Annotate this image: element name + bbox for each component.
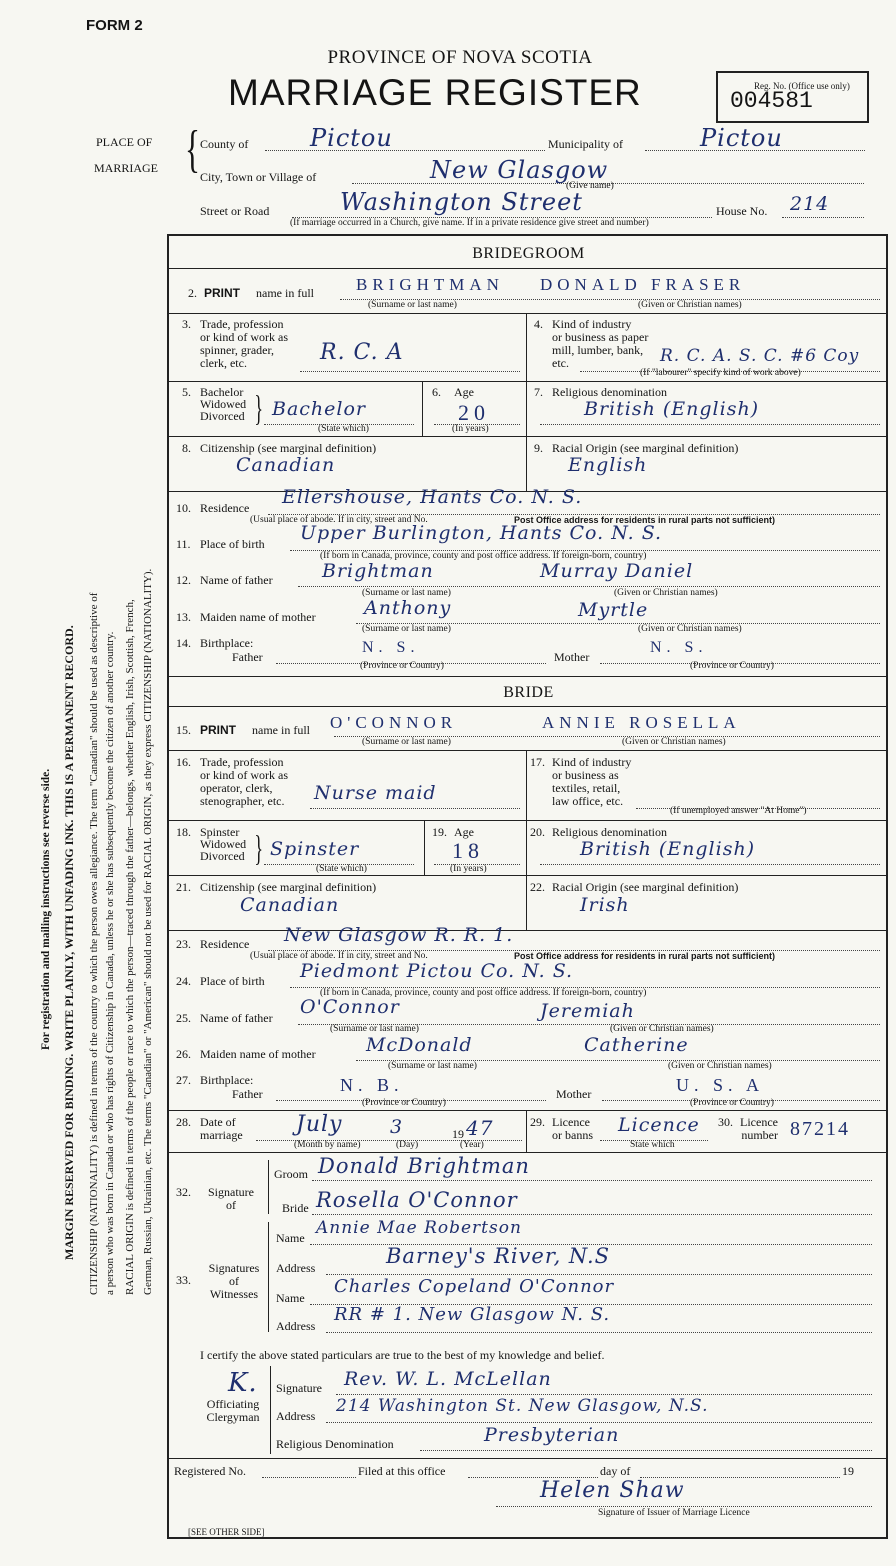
issuer-signature: Helen Shaw	[540, 1478, 685, 1503]
signature-of-label: Signature of	[208, 1185, 254, 1212]
groom-status: Bachelor	[272, 398, 367, 420]
officiating-label: Officiating Clergyman	[206, 1397, 260, 1424]
field-19-number: 19.	[432, 825, 447, 839]
bride-mother-given: Catherine	[584, 1034, 689, 1056]
clergy-denomination: Presbyterian	[484, 1424, 620, 1446]
residence-hint-bold: Post Office address for residents in rural parts not sufficient)	[514, 515, 776, 525]
groom-citizenship: Canadian	[236, 454, 336, 476]
clergy-address-label: Address	[276, 1409, 316, 1423]
licence-label: Licence or banns	[552, 1115, 593, 1142]
field-16-number: 16.	[176, 755, 191, 769]
bride-bp-father-label: Father	[232, 1087, 263, 1101]
groom-father-surname: Brightman	[322, 560, 434, 582]
bride-racial-label: Racial Origin (see marginal definition)	[552, 880, 739, 894]
groom-birthplace: Upper Burlington, Hants Co. N. S.	[300, 522, 663, 544]
city-hint: (Give name)	[566, 181, 614, 191]
bride-bp-mother: U. S. A	[676, 1075, 765, 1095]
place-label-2: MARRIAGE	[94, 161, 159, 175]
bride-father-surname-hint: (Surname or last name)	[330, 1024, 419, 1034]
field-12-number: 12.	[176, 573, 191, 587]
bp-label: Birthplace:	[200, 636, 254, 650]
field-29-number: 29.	[530, 1115, 545, 1129]
city-label: City, Town or Village of	[200, 170, 317, 184]
field-25-number: 25.	[176, 1011, 191, 1025]
place-note: (If marriage occurred in a Church, give name. If in a private residence give street and number)	[290, 218, 649, 228]
field-27-number: 27.	[176, 1073, 191, 1087]
marriage-day: 3	[390, 1116, 404, 1138]
registered-no-label: Registered No.	[174, 1464, 246, 1478]
groom-mother-given: Myrtle	[578, 599, 649, 621]
witness2-name-label: Name	[276, 1291, 305, 1305]
witness1-name: Annie Mae Robertson	[316, 1218, 522, 1238]
birthplace-hint: (If born in Canada, province, county and post office address. If foreign-born, country)	[320, 551, 647, 561]
municipality-value: Pictou	[700, 124, 783, 152]
status-brace: }	[254, 388, 263, 428]
mother-surname-hint: (Surname or last name)	[362, 624, 451, 634]
bride-residence-hint: (Usual place of abode. If in city, street and No.	[250, 951, 428, 961]
field-13-number: 13.	[176, 610, 191, 624]
father-surname-hint: (Surname or last name)	[362, 588, 451, 598]
bride-trade-label: Trade, profession or kind of work as operator, clerk, stenographer, etc.	[200, 755, 288, 808]
father-given-hint: (Given or Christian names)	[614, 588, 718, 598]
street-value: Washington Street	[340, 188, 583, 216]
bride-racial-origin: Irish	[580, 894, 630, 916]
bride-birthplace-label: Place of birth	[200, 974, 265, 988]
age-label: Age	[454, 385, 474, 399]
field-14-number: 14.	[176, 636, 191, 650]
licence-number: 87214	[790, 1118, 850, 1140]
bride-given-names: ANNIE ROSELLA	[542, 713, 741, 732]
date-label: Date of marriage	[200, 1115, 243, 1142]
bp-father-label: Father	[232, 650, 263, 664]
day-of-label: day of	[600, 1464, 631, 1478]
licence-or-banns: Licence	[618, 1114, 700, 1136]
bride-bp-father: N. B.	[340, 1075, 404, 1095]
year-prefix: 19	[452, 1127, 464, 1141]
field-15-number: 15.	[176, 723, 191, 737]
bp-father-hint: (Province or Country)	[360, 661, 444, 671]
field-24-number: 24.	[176, 974, 191, 988]
bride-bp-mother-hint: (Province or Country)	[690, 1098, 774, 1108]
groom-label: Groom	[274, 1167, 308, 1181]
groom-father-given: Murray Daniel	[540, 560, 694, 582]
bride-trade: Nurse maid	[314, 782, 437, 804]
bride-surname: O'CONNOR	[330, 713, 458, 732]
witness1-address: Barney's River, N.S	[386, 1244, 611, 1268]
field-2-number: 2.	[188, 286, 197, 300]
mother-label: Maiden name of mother	[200, 610, 316, 624]
unemployed-hint: (If unemployed answer "At Home")	[670, 806, 807, 816]
field-11-number: 11.	[176, 537, 191, 551]
residence-label: Residence	[200, 501, 250, 515]
clergy-signature: Rev. W. L. McLellan	[344, 1368, 552, 1390]
licence-hint: State which	[630, 1140, 675, 1150]
groom-racial-origin: English	[568, 454, 648, 476]
birthplace-label: Place of birth	[200, 537, 265, 551]
marriage-month: July	[296, 1112, 343, 1137]
house-value: 214	[790, 193, 830, 215]
groom-bp-father: N. S.	[362, 639, 420, 656]
bride-age-hint: (In years)	[450, 864, 487, 874]
groom-bp-mother: N. S.	[650, 639, 708, 656]
bride-father-label: Name of father	[200, 1011, 273, 1025]
residence-hint: (Usual place of abode. If in city, street and No.	[250, 515, 428, 525]
father-label: Name of father	[200, 573, 273, 587]
name-in-full-label: name in full	[256, 286, 314, 300]
province-heading: PROVINCE OF NOVA SCOTIA	[327, 47, 593, 68]
bridegroom-heading: BRIDEGROOM	[472, 245, 585, 262]
field-26-number: 26.	[176, 1047, 191, 1061]
clergy-mark: K.	[228, 1368, 258, 1398]
witnesses-label: Signatures of Witnesses	[208, 1261, 260, 1301]
groom-trade-label: Trade, profession or kind of work as spinner, grader, clerk, etc.	[200, 317, 288, 370]
field-9-number: 9.	[534, 441, 543, 455]
bride-bp-father-hint: (Province or Country)	[362, 1098, 446, 1108]
day-hint: (Day)	[396, 1140, 419, 1150]
field-4-number: 4.	[534, 317, 543, 331]
witness2-name: Charles Copeland O'Connor	[334, 1276, 615, 1297]
certify-statement: I certify the above stated particulars are true to the best of my knowledge and belief.	[200, 1348, 605, 1362]
place-brace: {	[184, 121, 200, 178]
religion-label: Religious denomination	[552, 385, 667, 399]
citizenship-label: Citizenship (see marginal definition)	[200, 441, 377, 455]
reg-number-label: Reg. No. (Office use only)	[754, 81, 850, 91]
field-10-number: 10.	[176, 501, 191, 515]
witness2-address: RR # 1. New Glasgow N. S.	[334, 1304, 611, 1325]
field-6-number: 6.	[432, 385, 441, 399]
bride-status-label: Spinster Widowed Divorced	[200, 825, 247, 863]
groom-industry-label: Kind of industry or business as paper mill, lumber, bank, etc.	[552, 317, 649, 370]
bride-father-given-hint: (Given or Christian names)	[610, 1024, 714, 1034]
groom-industry: R. C. A. S. C. #6 Coy	[660, 346, 860, 366]
field-7-number: 7.	[534, 385, 543, 399]
bride-residence-hint-bold: Post Office address for residents in rural parts not sufficient)	[514, 951, 776, 961]
field-22-number: 22.	[530, 880, 545, 894]
denomination-label: Religious Denomination	[276, 1437, 394, 1451]
month-hint: (Month by name)	[294, 1140, 361, 1150]
margin-binding-note: MARGIN RESERVED FOR BINDING. WRITE PLAINLY, WITH UNFADING INK. THIS IS A PERMANENT RECORD.	[62, 625, 76, 1260]
bride-given-hint: (Given or Christian names)	[622, 737, 726, 747]
county-value: Pictou	[310, 124, 393, 152]
bride-status-brace: }	[254, 828, 263, 868]
bride-name-label: name in full	[252, 723, 310, 737]
bride-signature: Rosella O'Connor	[316, 1188, 518, 1212]
bride-heading: BRIDE	[503, 684, 554, 701]
form-number: FORM 2	[86, 17, 143, 34]
given-hint: (Given or Christian names)	[638, 300, 742, 310]
margin-racial-def-2: German, Russian, Ukrainian, etc. The terms "Canadian" or "American" should not be used for RACIAL ORIGIN, as they express CITIZENSHIP (NATIONALITY).	[142, 568, 154, 1295]
bride-birthplace: Piedmont Pictou Co. N. S.	[300, 960, 574, 982]
bp-mother-label: Mother	[554, 650, 590, 664]
bp-mother-hint: (Province or Country)	[690, 661, 774, 671]
bride-mother-label: Maiden name of mother	[200, 1047, 316, 1061]
age-hint: (In years)	[452, 424, 489, 434]
bride-status: Spinster	[270, 838, 360, 860]
margin-racial-def-1: RACIAL ORIGIN is defined in terms of the people or race to which the person—traced through the father—belongs, whether English, Irish, Scottish, French,	[124, 599, 136, 1295]
witness1-address-label: Address	[276, 1261, 316, 1275]
year-label: 19	[842, 1464, 854, 1478]
bride-birthplace-hint: (If born in Canada, province, county and post office address. If foreign-born, country)	[320, 988, 647, 998]
bride-bp-label: Birthplace:	[200, 1073, 254, 1087]
marriage-year: 47	[466, 1116, 494, 1140]
racial-origin-label: Racial Origin (see marginal definition)	[552, 441, 739, 455]
groom-signature: Donald Brightman	[318, 1154, 530, 1178]
bride-age-label: Age	[454, 825, 474, 839]
groom-mother-surname: Anthony	[364, 597, 452, 619]
witness1-name-label: Name	[276, 1231, 305, 1245]
bride-status-hint: (State which)	[316, 864, 367, 874]
mother-given-hint: (Given or Christian names)	[638, 624, 742, 634]
reg-number-box	[716, 71, 869, 123]
clergy-address: 214 Washington St. New Glasgow, N.S.	[336, 1396, 709, 1416]
bride-age: 18	[452, 838, 484, 863]
reg-number: 004581	[730, 88, 813, 114]
field-23-number: 23.	[176, 937, 191, 951]
field-21-number: 21.	[176, 880, 191, 894]
print-label: PRINT	[204, 286, 240, 300]
groom-given-names: DONALD FRASER	[540, 275, 746, 294]
issuer-label: Signature of Issuer of Marriage Licence	[598, 1508, 750, 1518]
house-label: House No.	[716, 204, 768, 218]
industry-hint: (If "labourer" specify kind of work above)	[640, 368, 801, 378]
field-18-number: 18.	[176, 825, 191, 839]
see-other-side: [SEE OTHER SIDE]	[188, 1527, 265, 1537]
filed-label: Filed at this office	[358, 1464, 446, 1478]
bride-residence-label: Residence	[200, 937, 250, 951]
groom-status-label: Bachelor Widowed Divorced	[200, 385, 247, 423]
margin-citizenship-def-1: CITIZENSHIP (NATIONALITY) is defined in terms of the country to which the person owes allegiance. The term "Canadian" should be used as descriptive of	[88, 592, 100, 1295]
bride-print-label: PRINT	[200, 723, 236, 737]
groom-residence: Ellershouse, Hants Co. N. S.	[282, 486, 583, 508]
margin-instructions: For registration and mailing instructions see reverse side.	[40, 768, 52, 1050]
groom-religion: British (English)	[584, 398, 760, 420]
groom-age: 20	[458, 400, 490, 425]
clergy-signature-label: Signature	[276, 1381, 322, 1395]
bride-citizenship-label: Citizenship (see marginal definition)	[200, 880, 377, 894]
bride-industry-label: Kind of industry or business as textiles, retail, law office, etc.	[552, 755, 632, 808]
witness2-address-label: Address	[276, 1319, 316, 1333]
field-30-number: 30.	[718, 1115, 733, 1129]
field-20-number: 20.	[530, 825, 545, 839]
bride-mother-given-hint: (Given or Christian names)	[668, 1061, 772, 1071]
margin-citizenship-def-2: a person who was born in Canada or who has rights of Citizenship in Canada, unless he or she has subsequently become the citizen of another country.	[104, 631, 116, 1295]
surname-hint: (Surname or last name)	[368, 300, 457, 310]
page-title: MARRIAGE REGISTER	[228, 72, 642, 113]
bride-father-surname: O'Connor	[300, 996, 400, 1018]
place-label-1: PLACE OF	[96, 135, 153, 149]
year-hint: (Year)	[460, 1140, 484, 1150]
status-hint: (State which)	[318, 424, 369, 434]
bride-father-given: Jeremiah	[540, 1000, 635, 1022]
bride-religion: British (English)	[580, 838, 756, 860]
bride-mother-surname: McDonald	[366, 1034, 473, 1056]
bride-label: Bride	[282, 1201, 309, 1215]
bride-citizenship: Canadian	[240, 894, 340, 916]
field-33-number: 33.	[176, 1273, 191, 1287]
field-3-number: 3.	[182, 317, 191, 331]
licence-number-label: Licence number	[740, 1115, 778, 1142]
groom-surname: BRIGHTMAN	[356, 275, 504, 294]
county-label: County of	[200, 137, 249, 151]
city-value: New Glasgow	[430, 156, 609, 184]
field-28-number: 28.	[176, 1115, 191, 1129]
street-label: Street or Road	[200, 204, 270, 218]
bride-residence: New Glasgow R. R. 1.	[284, 924, 514, 946]
bride-religion-label: Religious denomination	[552, 825, 667, 839]
field-17-number: 17.	[530, 755, 545, 769]
field-5-number: 5.	[182, 385, 191, 399]
field-8-number: 8.	[182, 441, 191, 455]
bride-bp-mother-label: Mother	[556, 1087, 592, 1101]
bride-mother-surname-hint: (Surname or last name)	[388, 1061, 477, 1071]
field-32-number: 32.	[176, 1185, 191, 1199]
bride-surname-hint: (Surname or last name)	[362, 737, 451, 747]
municipality-label: Municipality of	[548, 137, 623, 151]
groom-trade: R. C. A	[320, 340, 404, 365]
